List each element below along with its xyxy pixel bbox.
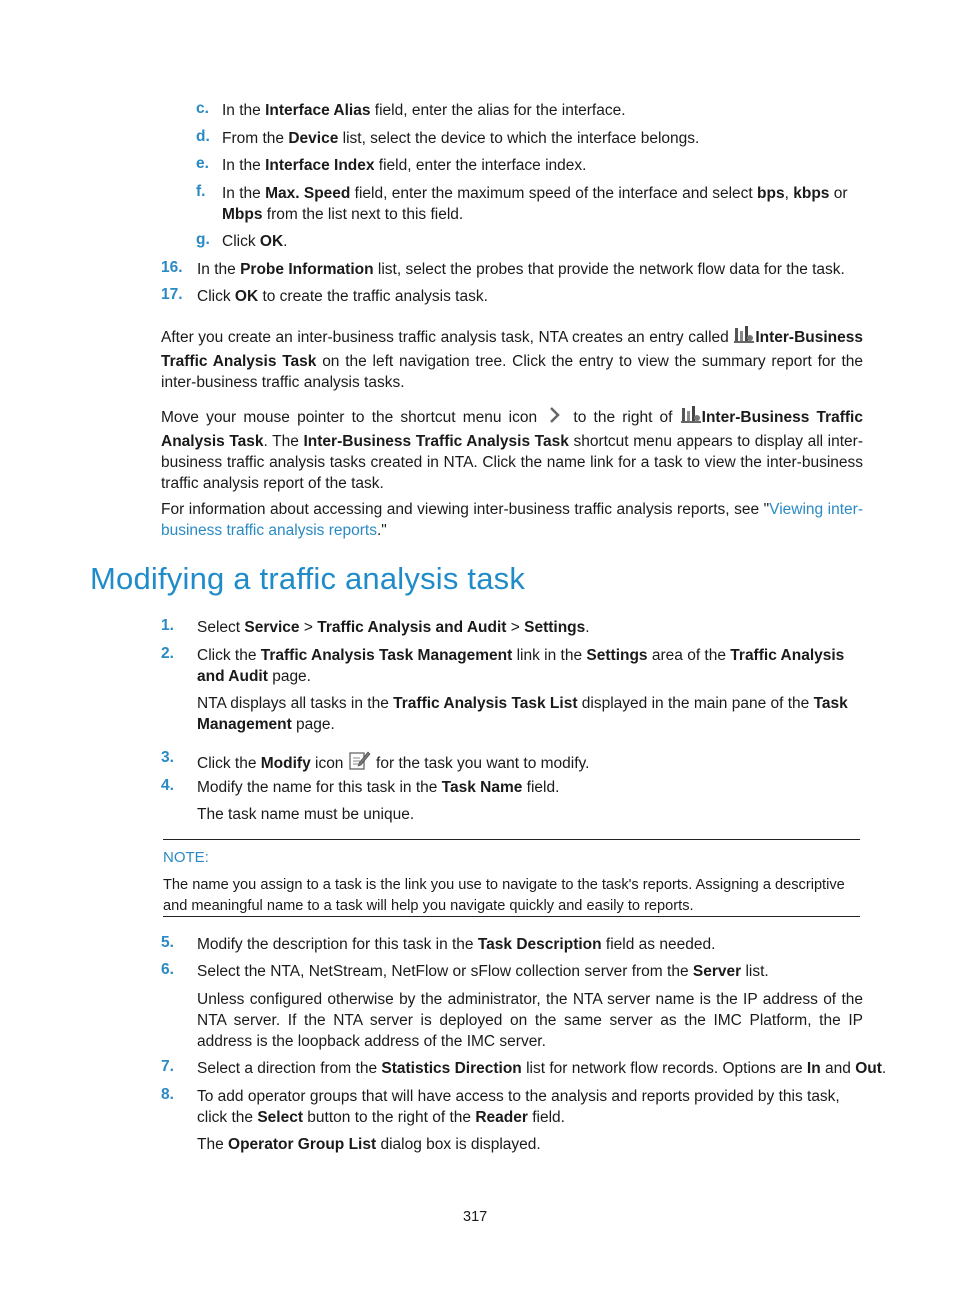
step-5-number: 5. [161, 934, 174, 951]
step-3-number: 3. [161, 749, 174, 766]
step-c-number: c. [196, 100, 209, 117]
step-1-text: Select Service > Traffic Analysis and Audit > Settings. [197, 619, 590, 636]
step-7-text: Select a direction from the Statistics Direction list for network flow records. Options are In and Out. [197, 1060, 887, 1077]
step-d-text: From the Device list, select the device to which the interface belongs. [222, 130, 700, 147]
step-2-number: 2. [161, 645, 174, 662]
step-g-text: Click OK. [222, 233, 288, 250]
report-tree-icon [680, 405, 702, 431]
note-label: NOTE: [163, 849, 209, 866]
step-f-text: In the Max. Speed field, enter the maximum speed of the interface and select bps, kbps or [222, 185, 848, 202]
step-6-detail: Unless configured otherwise by the administrator, the NTA server name is the IP address of the NTA server. If the NTA server is deployed on the same server as the IMC Platform, the IP address is the loopback address of the IMC server. [197, 991, 863, 1050]
step-17-number: 17. [161, 286, 183, 303]
note-top-rule [163, 839, 860, 840]
note-text: The name you assign to a task is the link you use to navigate to the task's reports. Assigning a descriptive and meaningful name to a task will help you navigate quickly and easily to reports. [163, 877, 845, 914]
step-4-number: 4. [161, 777, 174, 794]
step-6-number: 6. [161, 961, 174, 978]
step-3-text: Click the Modify icon for the task you want to modify. [197, 749, 589, 777]
step-16-number: 16. [161, 259, 183, 276]
step-8-detail: The Operator Group List dialog box is displayed. [197, 1136, 541, 1153]
viewing-reports-link[interactable]: Viewing inter-business traffic analysis reports [161, 501, 863, 539]
step-c-text: In the Interface Alias field, enter the alias for the interface. [222, 102, 626, 119]
step-17-text: Click OK to create the traffic analysis task. [197, 288, 488, 305]
step-e-text: In the Interface Index field, enter the interface index. [222, 157, 587, 174]
step-e-number: e. [196, 155, 209, 172]
paragraph-shortcut-menu: Move your mouse pointer to the shortcut menu icon to the right of Inter-Business Traffic Analysis Task. The Inter-Business Traffic Analysis Task shortcut menu appears to display all inter-business traffic analysis tasks created in NTA. Click the name link for a task to view the inter-business traffic analysis report of the task. [161, 405, 863, 494]
paragraph-entry-created: After you create an inter-business traffic analysis task, NTA creates an entry called Inter-Business Traffic Analysis Task on the left navigation tree. Click the entry to view the summary report for the inter-business traffic analysis tasks. [161, 325, 863, 393]
step-8-text: To add operator groups that will have access to the analysis and reports provided by this task, click the Select button to the right of the Reader field. [197, 1088, 840, 1126]
section-heading: Modifying a traffic analysis task [90, 561, 526, 596]
step-16-text: In the Probe Information list, select the probes that provide the network flow data for the task. [197, 261, 845, 278]
step-5-text: Modify the description for this task in the Task Description field as needed. [197, 936, 716, 953]
chevron-right-icon [544, 405, 566, 431]
page-number: 317 [463, 1209, 488, 1225]
report-tree-icon [733, 325, 755, 351]
step-7-number: 7. [161, 1058, 174, 1075]
step-f-text-cont: Mbps from the list next to this field. [222, 206, 464, 223]
paragraph-see-also: For information about accessing and viewing inter-business traffic analysis reports, see "Viewing inter-business traffic analysis reports." [161, 501, 863, 539]
modify-icon [348, 749, 372, 777]
step-6-text: Select the NTA, NetStream, NetFlow or sFlow collection server from the Server list. [197, 963, 769, 980]
step-g-number: g. [196, 231, 210, 248]
step-f-number: f. [196, 183, 206, 200]
step-8-number: 8. [161, 1086, 174, 1103]
step-4-detail: The task name must be unique. [197, 806, 415, 823]
step-d-number: d. [196, 128, 210, 145]
step-4-text: Modify the name for this task in the Task Name field. [197, 779, 560, 796]
note-bottom-rule [163, 916, 860, 917]
step-1-number: 1. [161, 617, 174, 634]
step-2-detail: NTA displays all tasks in the Traffic Analysis Task List displayed in the main pane of the Task Management page. [197, 695, 848, 733]
step-2-text: Click the Traffic Analysis Task Management link in the Settings area of the Traffic Analysis and Audit page. [197, 647, 845, 685]
